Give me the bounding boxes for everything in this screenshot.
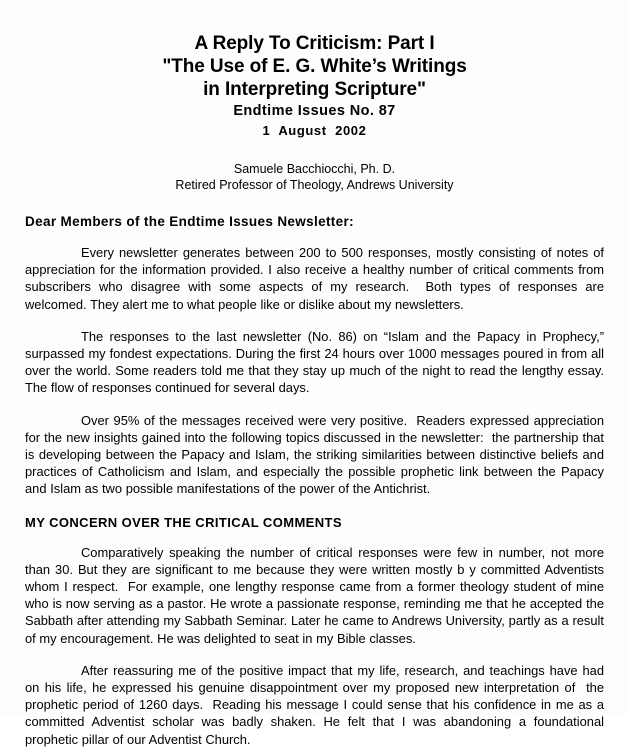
document-title-line-1: A Reply To Criticism: Part I <box>194 33 435 54</box>
body-paragraph-1: Every newsletter generates between 200 to 500 responses, mostly consisting of notes of appreciation for the information provided. I also receive a healthy number of critical comments from subscribers who disagree with some aspects of my research. Both types of responses are welcomed. They alert me to what people like or dislike about my newsletters. <box>25 245 608 312</box>
body-paragraph-3: Over 95% of the messages received were very positive. Readers expressed appreciation for the new insights gained into the following topics discussed in the newsletter: the partnership that is developing between the Papacy and Islam, the striking similarities between distinctive beliefs and practices of Catholicism and Islam, and especially the possible prophetic link between the Papacy and Islam as two possible manifestations of the power of the Antichrist. <box>25 412 608 497</box>
author-name: Samuele Bacchiocchi, Ph. D. <box>233 162 396 176</box>
salutation: Dear Members of the Endtime Issues Newsletter: <box>25 214 354 229</box>
section-paragraph-2: After reassuring me of the positive impact that my life, research, and teachings have had on his life, he expressed his genuine disappointment over my proposed new interpretation of the prophetic period of 1260 days. Reading his message I could sense that his confidence in me as a committed Adventist scholar was badly shaken. He felt that I was abandoning a foundational prophetic pillar of our Adventist Church. <box>25 662 608 747</box>
document-title-line-3: in Interpreting Scripture" <box>203 79 426 100</box>
document-content <box>25 0 608 748</box>
byline <box>25 161 604 193</box>
author-affiliation: Retired Professor of Theology, Andrews University <box>175 178 454 192</box>
section-paragraph-1: Comparatively speaking the number of critical responses were few in number, not more than 30. But they are significant to me because they were written mostly b y committed Adventists whom I respect. For example, one lengthy response came from a former theology student of mine who is now serving as a pastor. He wrote a passionate response, reminding me that he accepted the Sabbath after attending my Sabbath Seminar. Later he came to Andrews University, partly as a result of my encouragement. He was delighted to seat in my Bible classes. <box>25 544 608 646</box>
section-heading-my-concern: MY CONCERN OVER THE CRITICAL COMMENTS <box>25 514 342 530</box>
publication-date: 1 August 2002 <box>262 123 367 138</box>
body-paragraph-2: The responses to the last newsletter (No. 86) on “Islam and the Papacy in Prophecy,” surpassed my fondest expectations. During the first 24 hours over 1000 messages poured in from all over the world. Some readers told me that they stay up much of the night to read the lengthy essay. The flow of responses continued for several days. <box>25 328 608 396</box>
masthead <box>25 0 604 140</box>
document-title-line-2: "The Use of E. G. White’s Writings <box>162 56 467 77</box>
issue-number: Endtime Issues No. 87 <box>233 103 396 119</box>
